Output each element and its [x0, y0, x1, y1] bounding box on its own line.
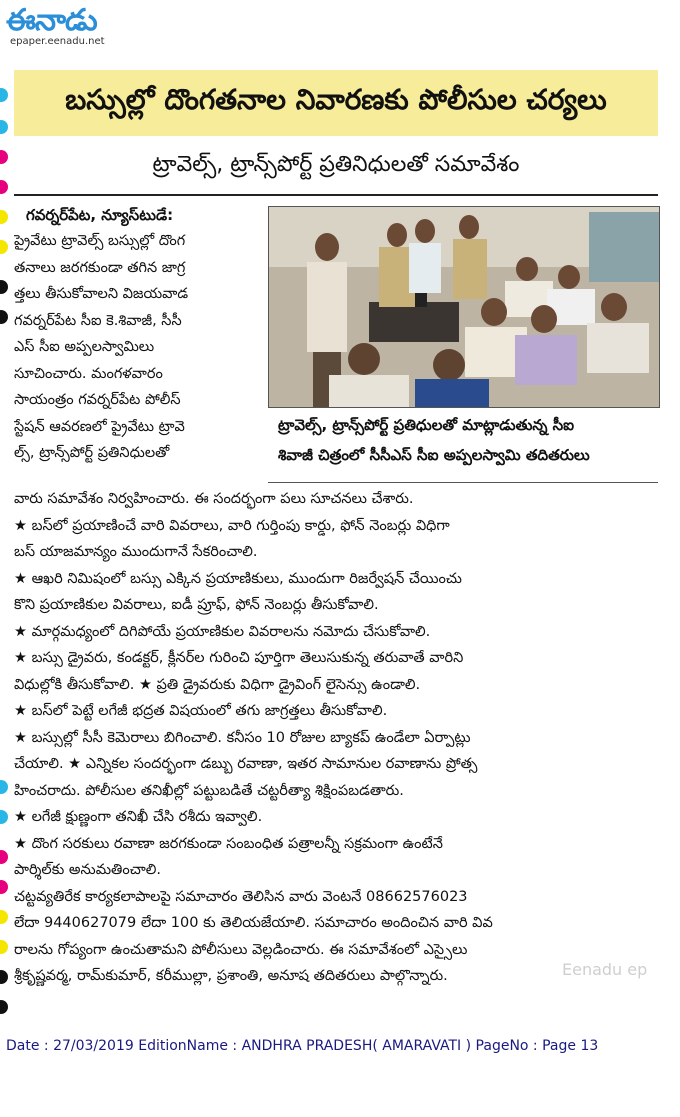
body-line: శ్రీకృష్ణవర్మ, రామ్‌కుమార్‌, కరీముల్లా, ప్రశాంతి, అనూష తదితరులు పాల్గొన్నారు.: [14, 968, 448, 984]
headline: బస్సుల్లో దొంగతనాల నివారణకు పోలీసుల చర్యలు: [65, 83, 607, 116]
registration-dot: [0, 1000, 8, 1014]
body-line: విధుల్లోకి తీసుకోవాలి. ★ ప్రతి డ్రైవరుకు విధిగా డ్రైవింగ్‌ లైసెన్సు ఉండాలి.: [14, 676, 421, 693]
subheadline: ట్రావెల్స్‌, ట్రాన్స్‌పోర్ట్‌ ప్రతినిధులతో సమావేశం: [152, 152, 520, 177]
body-line: సూచించారు. మంగళవారం: [14, 365, 163, 382]
left-column: [14, 202, 264, 467]
dateline: గవర్నర్‌పేట, న్యూస్‌టుడే:: [26, 206, 174, 224]
body-line: తనాలు జరగకుండా తగిన జాగ్ర: [14, 259, 186, 276]
body-line: కొని ప్రయాణికుల వివరాలు, ఐడీ ప్రూఫ్‌, ఫోన్‌ నెంబర్లు తీసుకోవాలి.: [14, 597, 379, 613]
registration-dot: [0, 150, 8, 164]
body-line: సాయంత్రం గవర్నర్‌పేట పోలీస్‌: [14, 392, 181, 408]
registration-dot: [0, 970, 8, 984]
body-line: ★ బస్సు డ్రైవరు, కండక్టర్‌, క్లీనర్‌ల గురించి పూర్తిగా తెలుసుకున్న తరువాతే వారిని: [14, 650, 464, 666]
body-line: ★ ఆఖరి నిమిషంలో బస్సు ఎక్కిన ప్రయాణికులు, ముందుగా రిజర్వేషన్‌ చేయించు: [14, 570, 462, 587]
body-line: లేదా 9440627079 లేదా 100 కు తెలియజేయాలి. సమాచారం అందించిన వారి వివ: [14, 915, 493, 931]
photo-caption: [268, 410, 668, 480]
body-line: గవర్నర్‌పేట సీఐ కె.శివాజీ, సీసీ: [14, 312, 182, 329]
body-line: చేయాలి. ★ ఎన్నికల సందర్భంగా డబ్బు రవాణా, ఇతర సామానుల రవాణాను ప్రోత్స: [14, 756, 478, 772]
body-line: చట్టవ్యతిరేక కార్యకలాపాలపై సమాచారం తెలిసిన వారు వెంటనే 08662576023: [14, 888, 468, 905]
registration-dot: [0, 850, 8, 864]
body-line: హించరాదు. పోలీసుల తనిఖీల్లో పట్టుబడితే చట్టరీత్యా శిక్షింపబడతారు.: [14, 782, 404, 799]
body-line: ల్స్‌, ట్రాన్స్‌పోర్ట్‌ ప్రతినిధులతో: [14, 445, 170, 461]
body-line: ★ లగేజీ క్షుణ్ణంగా తనిఖీ చేసి రశీదు ఇవ్వాలి.: [14, 809, 263, 825]
body-line: ★ మార్గమధ్యంలో దిగిపోయే ప్రయాణికుల వివరాలను నమోదు చేసుకోవాలి.: [14, 623, 431, 640]
registration-dot: [0, 88, 8, 102]
masthead: [6, 4, 166, 54]
registration-dot: [0, 780, 8, 794]
photo-caption-line: ట్రావెల్స్‌, ట్రాన్స్‌పోర్ట్‌ ప్రతిధులతో మాట్లాడుతున్న సీఐ: [278, 416, 575, 434]
body-line: ఎస్‌ సీఐ అప్పలస్వామిలు: [14, 339, 155, 355]
body-line: బస్‌ యాజమాన్యం ముందుగానే సేకరించాలి.: [14, 544, 258, 560]
body-line: ★ బస్‌లో ప్రయాణించే వారి వివరాలు, వారి గుర్తింపు కార్డు, ఫోన్‌ నెంబర్లు విధిగా: [14, 517, 450, 534]
body-line: రాలను గోప్యంగా ఉంచుతామని పోలీసులు వెల్లడించారు. ఈ సమావేశంలో ఎస్సైలు: [14, 941, 468, 958]
registration-dot: [0, 810, 8, 824]
registration-dot: [0, 280, 8, 294]
registration-dot: [0, 940, 8, 954]
photo-caption-line: శివాజీ చిత్రంలో సీసీఎస్‌ సీఐ అప్పలస్వామి తదితరులు: [278, 446, 590, 464]
body-line: స్టేషన్‌ ఆవరణలో ప్రైవేటు ట్రావె: [14, 418, 185, 435]
body-line: ప్రైవేటు ట్రావెల్స్‌ బస్సుల్లో దొంగ: [14, 233, 186, 249]
watermark: Eenadu ep: [562, 960, 648, 979]
newspaper-logo: ఈనాడు: [6, 3, 97, 38]
body-line: త్తలు తీసుకోవాలని విజయవాడ: [14, 286, 189, 302]
registration-dot: [0, 310, 8, 324]
registration-dot: [0, 210, 8, 224]
body-line: ★ దొంగ సరకులు రవాణా జరగకుండా సంబంధిత పత్రాలన్నీ సక్రమంగా ఉంటేనే: [14, 835, 443, 852]
registration-dot: [0, 180, 8, 194]
article-body: [14, 486, 658, 990]
headline-bar: [14, 70, 658, 136]
registration-dot: [0, 910, 8, 924]
caption-divider: [268, 482, 658, 483]
body-line: ★ బస్సుల్లో సీసీ కెమెరాలు బిగించాలి. కనీసం 10 రోజుల బ్యాకప్‌ ఉండేలా ఏర్పాట్లు: [14, 729, 471, 746]
body-line: ★ బస్‌లో పెట్టే లగేజీ భద్రత విషయంలో తగు జాగ్రత్తలు తీసుకోవాలి.: [14, 703, 388, 719]
registration-dot: [0, 880, 8, 894]
divider: [14, 194, 658, 196]
body-line: పార్శిల్‌కు అనుమతించాలి.: [14, 862, 161, 878]
meeting-photo: [268, 206, 660, 408]
meeting-photo-image: [269, 207, 659, 407]
site-url: epaper.eenadu.net: [10, 36, 105, 47]
body-line: వారు సమావేశం నిర్వహించారు. ఈ సందర్భంగా పలు సూచనలు చేశారు.: [14, 491, 414, 507]
registration-dot: [0, 120, 8, 134]
registration-dot: [0, 240, 8, 254]
edition-footer: Date : 27/03/2019 EditionName : ANDHRA PRADESH( AMARAVATI ) PageNo : Page 13: [6, 1038, 599, 1054]
